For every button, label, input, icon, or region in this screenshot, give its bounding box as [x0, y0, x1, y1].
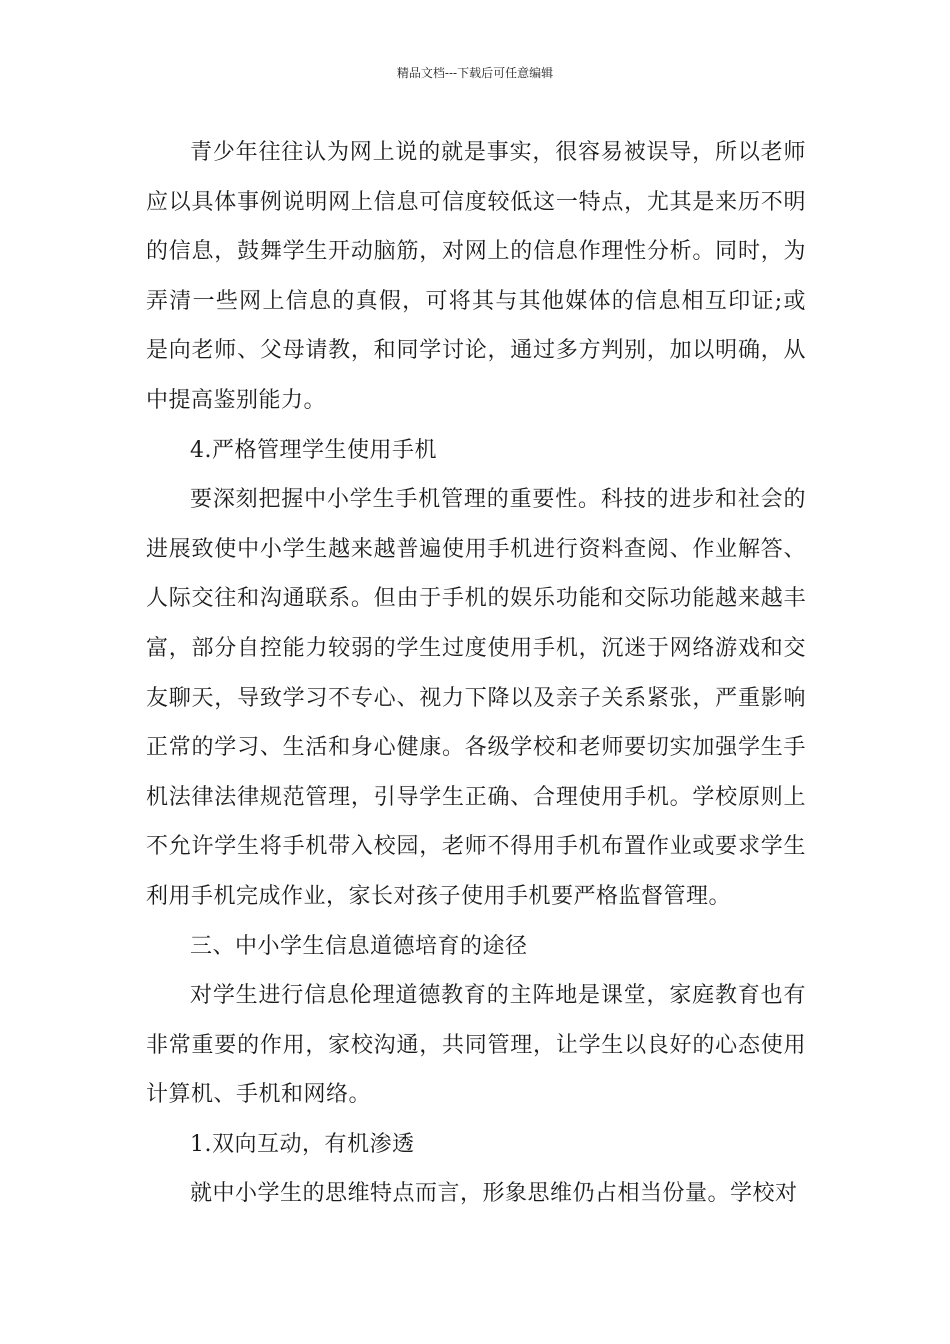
heading-two-way-interaction: 1.双向互动，有机渗透: [190, 1131, 415, 1157]
paragraph-classroom-education: 对学生进行信息伦理道德教育的主阵地是课堂，家庭教育也有非常重要的作用，家校沟通，共同管理，让学生以良好的心态使用计算机、手机和网络。: [146, 983, 806, 1108]
paragraph-thinking-characteristics: 就中小学生的思维特点而言，形象思维仍占相当份量。学校对: [190, 1181, 798, 1207]
document-body: [146, 128, 806, 1219]
page-header: 精品文档---下载后可任意编辑: [396, 66, 554, 80]
heading-section-three: 三、中小学生信息道德培育的途径: [190, 933, 528, 959]
heading-phone-management: 4.严格管理学生使用手机: [190, 437, 437, 463]
paragraph-online-info: 青少年往往认为网上说的就是事实，很容易被误导，所以老师应以具体事例说明网上信息可信度较低这一特点，尤其是来历不明的信息，鼓舞学生开动脑筋，对网上的信息作理性分析。同时，为弄清一些网上信息的真假，可将其与其他媒体的信息相互印证;或是向老师、父母请教，和同学讨论，通过多方判别，加以明确，从中提高鉴别能力。: [146, 140, 806, 413]
paragraph-phone-management: 要深刻把握中小学生手机管理的重要性。科技的进步和社会的进展致使中小学生越来越普遍使用手机进行资料查阅、作业解答、人际交往和沟通联系。但由于手机的娱乐功能和交际功能越来越丰富，部分自控能力较弱的学生过度使用手机，沉迷于网络游戏和交友聊天，导致学习不专心、视力下降以及亲子关系紧张，严重影响正常的学习、生活和身心健康。各级学校和老师要切实加强学生手机法律法律规范管理，引导学生正确、合理使用手机。学校原则上不允许学生将手机带入校园，老师不得用手机布置作业或要求学生利用手机完成作业，家长对孩子使用手机要严格监督管理。: [146, 487, 806, 909]
